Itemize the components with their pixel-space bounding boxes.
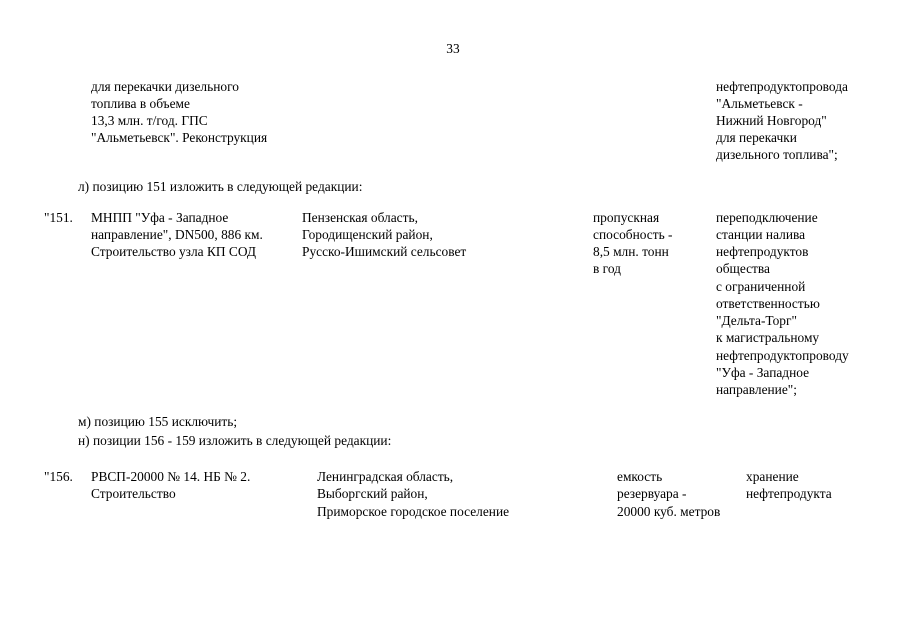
purpose-line: хранение [746,469,799,484]
text-line: дизельного топлива"; [716,147,838,162]
object-line: Строительство узла КП СОД [91,244,256,259]
instruction-n: н) позиции 156 - 159 изложить в следующей редакции: [78,433,392,448]
purpose-line: нефтепродукта [746,486,832,501]
capacity-line: способность - [593,227,673,242]
instruction-m: м) позицию 155 исключить; [78,414,238,429]
capacity-line: резервуара - [617,486,687,501]
location-line: Выборгский район, [317,486,428,501]
text-line: Нижний Новгород" [716,113,827,128]
text-line: "Альметьевск - [716,96,803,111]
text-line: 13,3 млн. т/год. ГПС [91,113,208,128]
purpose-line: общества [716,261,770,276]
object-line: МНПП "Уфа - Западное [91,210,229,225]
instruction-l: л) позицию 151 изложить в следующей редакции: [78,179,363,194]
entry-number: "151. [44,210,73,225]
purpose-line: направление"; [716,382,797,397]
purpose-line: ответственностью [716,296,820,311]
text-line: топлива в объеме [91,96,190,111]
text-line: нефтепродуктопровода [716,79,848,94]
purpose-line: к магистральному [716,330,820,345]
purpose-line: с ограниченной [716,279,806,294]
purpose-line: нефтепродуктопроводу [716,348,849,363]
page-number: 33 [446,41,460,56]
capacity-line: емкость [617,469,663,484]
text-line: для перекачки [716,130,797,145]
text-line: "Альметьевск". Реконструкция [91,130,268,145]
capacity-line: в год [593,261,621,276]
purpose-line: нефтепродуктов [716,244,809,259]
location-line: Пензенская область, [302,210,418,225]
purpose-line: "Уфа - Западное [716,365,810,380]
location-line: Ленинградская область, [317,469,454,484]
location-line: Русско-Ишимский сельсовет [302,244,467,259]
purpose-line: "Дельта-Торг" [716,313,797,328]
purpose-line: переподключение [716,210,818,225]
capacity-line: 8,5 млн. тонн [593,244,669,259]
location-line: Приморское городское поселение [317,504,510,519]
capacity-line: пропускная [593,210,660,225]
purpose-line: станции налива [716,227,806,242]
capacity-line: 20000 куб. метров [617,504,721,519]
text-line: для перекачки дизельного [91,79,239,94]
location-line: Городищенский район, [302,227,433,242]
object-line: РВСП-20000 № 14. НБ № 2. [91,469,251,484]
entry-number: "156. [44,469,73,484]
object-line: Строительство [91,486,176,501]
object-line: направление", DN500, 886 км. [91,227,263,242]
